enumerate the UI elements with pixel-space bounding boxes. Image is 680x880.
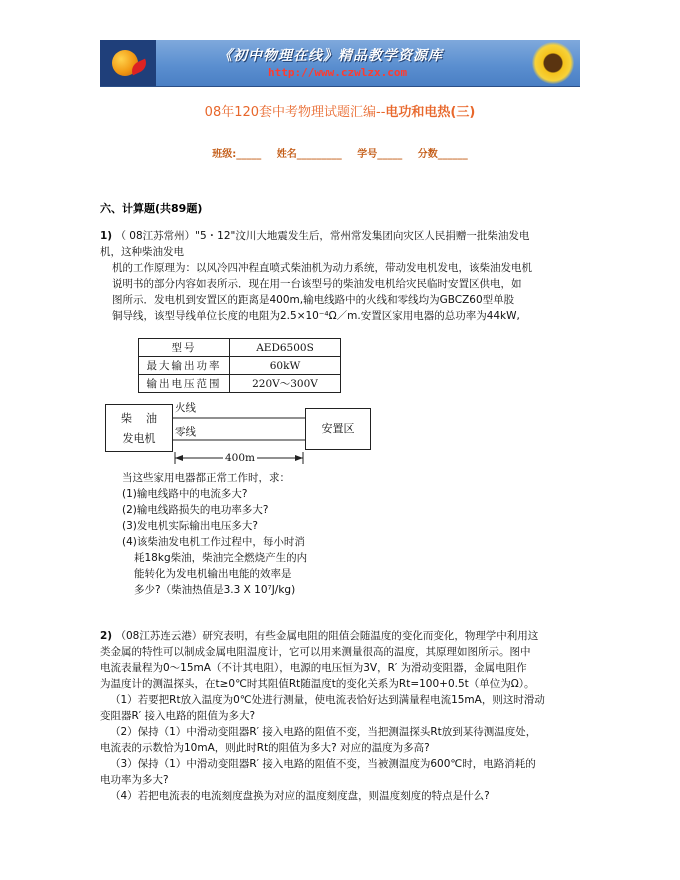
neutral-wire-label: 零线 [175,426,196,438]
q1-line: 机，这种柴油发电 [100,246,184,258]
q1-number: 1) [100,230,113,242]
q2-line: （2）保持（1）中滑动变阻器R′ 接入电路的阻值不变，当把测温探头Rt放到某待测温度处， [110,726,537,738]
q1-subquestion: 多少?（柴油热值是3.3 X 10⁷J/kg) [134,584,296,596]
q2-line: 电流表量程为0～15mA（不计其电阻），电源的电压恒为3V，R′ 为滑动变阻器，金属电阻作 [100,662,527,674]
q1-subquestion: (4)该柴油发电机工作过程中，每小时消 [122,536,305,548]
q1-line: 机的工作原理为：以风冷四冲程直喷式柴油机为动力系统，带动发电机发电，该柴油发电机 [112,262,532,274]
q2-line: 类金属的特性可以制成金属电阻温度计，它可以用来测量很高的温度，其原理如图所示。图中 [100,646,531,658]
q2-line: 为温度计的测温探头，在t≥0℃时其阻值Rt随温度t的变化关系为Rt=100+0.5t（单位为Ω）。 [100,678,535,690]
table-row: 最大输出功率 60kW [139,357,341,375]
live-wire-label: 火线 [175,402,196,414]
banner-url[interactable]: http://www.czwlzx.com [268,66,408,79]
class-field: 班级:_____ [212,149,262,160]
q1-line: 图所示．发电机到安置区的距离是400m,输电线路中的火线和零线均为GBCZ60型单股 [112,294,515,306]
site-logo [100,40,156,86]
q1-subquestion: 能转化为发电机输出电能的效率是 [134,568,292,580]
table-row: 型号 AED6500S [139,339,341,357]
q2-line: （3）保持（1）中滑动变阻器R′ 接入电路的阻值不变，当被测温度为600℃时，电路消耗的 [110,758,536,770]
q2-number: 2) [100,630,113,642]
distance-label: 400m [225,452,255,464]
q2-line: 2) （08江苏连云港）研究表明，有些金属电阻的阻值会随温度的变化而变化，物理学中利用这 [100,630,539,642]
q1-line: 1) （ 08江苏常州）"5・12"汶川大地震发生后，常州常发集团向灾区人民捐赠一批柴油发电 [100,230,530,242]
name-field: 姓名_________ [276,149,342,160]
generator-box: 柴 油 发电机 [105,404,173,452]
q1-subquestion: 耗18kg柴油，柴油完全燃烧产生的内 [134,552,308,564]
settlement-box: 安置区 [305,408,371,450]
table-row: 输出电压范围 220V～300V [139,375,341,393]
q1-subquestion: (1)输电线路中的电流多大? [122,488,248,500]
sunflower-icon [532,42,574,84]
title-prefix: 08年120套中考物理试题汇编-- [204,105,386,120]
q2-line: （4）若把电流表的电流刻度盘换为对应的温度刻度盘，则温度刻度的特点是什么? [110,790,490,802]
q1-line: 说明书的部分内容如表所示．现在用一台该型号的柴油发电机给灾民临时安置区供电，如 [112,278,522,290]
page-title [0,101,680,120]
q2-line: 变阻器R′ 接入电路的阻值为多大? [100,710,256,722]
q1-subquestion: (3)发电机实际输出电压多大? [122,520,258,532]
q2-line: 电流表的示数恰为10mA，则此时Rt的阻值为多大? 对应的温度为多高? [100,742,430,754]
header-banner [100,40,580,87]
score-field: 分数______ [417,149,468,160]
q2-line: （1）若要把Rt放入温度为0℃处进行测量，使电流表恰好达到满量程电流15mA，则这时滑动 [110,694,545,706]
q1-subquestion: 当这些家用电器都正常工作时，求： [122,472,290,484]
student-id-field: 学号_____ [357,149,403,160]
student-info [0,145,680,160]
banner-title: 《初中物理在线》精品教学资源库 [218,48,443,64]
q1-subquestion: (2)输电线路损失的电功率多大? [122,504,269,516]
q2-line: 电功率为多大? [100,774,169,786]
section-heading: 六、计算题(共89题) [100,202,203,215]
generator-spec-table [138,338,341,393]
title-main: 电功和电热(三) [385,105,476,120]
q1-line: 铜导线，该型导线单位长度的电阻为2.5×10⁻⁴Ω／m.安置区家用电器的总功率为44kW, [112,310,520,322]
